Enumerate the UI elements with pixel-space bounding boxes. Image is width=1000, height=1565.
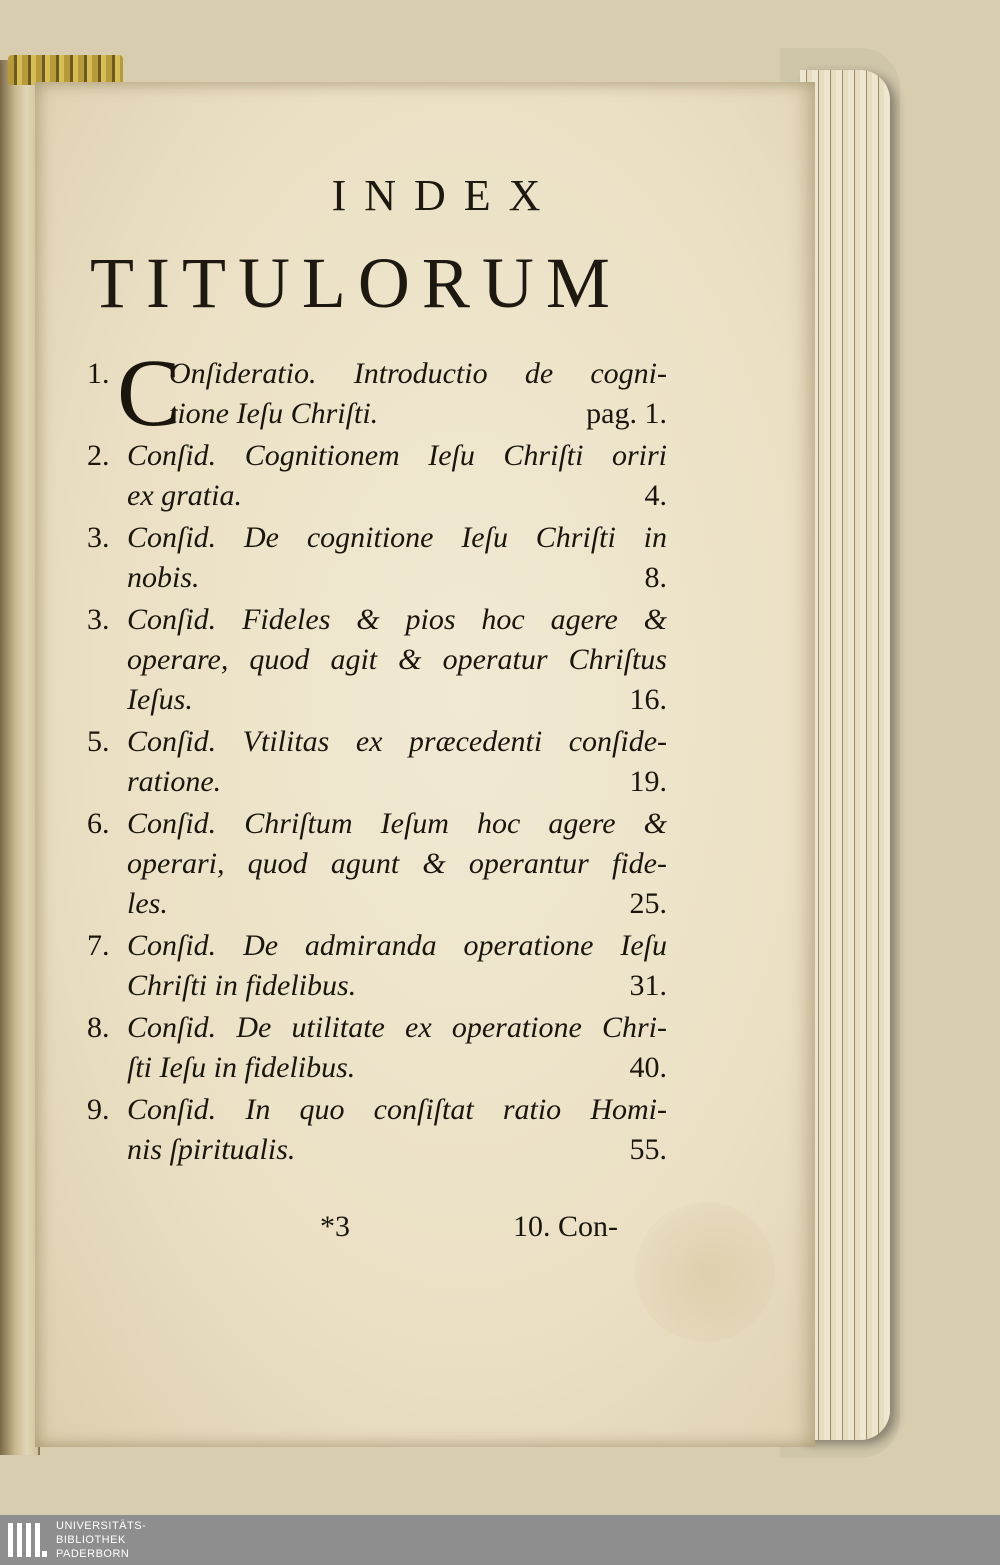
entry-line: Conſid. De utilitate ex operatione Chri-: [127, 1011, 667, 1044]
entry-line: Conſid. Fideles & pios hoc agere &: [127, 603, 667, 636]
entry-line: Onſideratio. Introductio de cogni-: [169, 357, 667, 390]
headband: [8, 55, 123, 85]
entry-number: 6.: [87, 807, 110, 840]
entry-page: 40.: [629, 1051, 667, 1084]
index-entry: [87, 1008, 667, 1088]
entry-line: Conſid. De admiranda operatione Ieſu: [127, 929, 667, 962]
entry-line: les. 25.: [127, 884, 667, 924]
titulorum-heading: TITULORUM: [90, 243, 622, 323]
entry-line: Conſid. In quo conſiſtat ratio Homi-: [127, 1093, 667, 1126]
entry-number: 7.: [87, 929, 110, 962]
entry-line: ratione. 19.: [127, 762, 667, 802]
entry-line: operare, quod agit & operatur Chriſtus: [127, 643, 667, 676]
library-footer-bar: [0, 1515, 1000, 1565]
index-entry: [87, 436, 667, 516]
signature-mark: *3: [320, 1210, 350, 1243]
library-name-line: BIBLIOTHEK: [56, 1534, 126, 1546]
entry-line: Ieſus. 16.: [127, 680, 667, 720]
entry-number: 2.: [87, 439, 110, 472]
entry-page: 19.: [629, 765, 667, 798]
entry-page: 8.: [644, 561, 667, 594]
index-entry: [87, 926, 667, 1006]
entry-line: operari, quod agunt & operantur fide-: [127, 847, 667, 880]
entry-line: Conſid. Chriſtum Ieſum hoc agere &: [127, 807, 667, 840]
index-page: [35, 82, 815, 1447]
entry-line: ex gratia. 4.: [127, 476, 667, 516]
catchword: 10. Con-: [513, 1210, 618, 1243]
entry-line: nobis. 8.: [127, 558, 667, 598]
library-name: [56, 1519, 146, 1561]
index-entry: [87, 518, 667, 598]
entry-line: Conſid. De cognitione Ieſu Chriſti in: [127, 521, 667, 554]
facing-page-edge: [0, 60, 40, 1455]
page-stain: [635, 1202, 775, 1342]
entry-number: 8.: [87, 1011, 110, 1044]
entry-line: Chriſti in fidelibus. 31.: [127, 966, 667, 1006]
entry-line: Conſid. Vtilitas ex præcedenti conſide-: [127, 725, 667, 758]
library-name-line: PADERBORN: [56, 1548, 130, 1560]
drop-cap-letter: C: [117, 339, 182, 446]
entry-line: ſti Ieſu in fidelibus. 40.: [127, 1048, 667, 1088]
index-entry: [87, 722, 667, 802]
entry-line: nis ſpiritualis. 55.: [127, 1130, 667, 1170]
entry-number: 3.: [87, 521, 110, 554]
index-heading: INDEX: [331, 171, 559, 220]
library-name-line: UNIVERSITÄTS-: [56, 1520, 147, 1532]
index-entry: [87, 339, 667, 446]
index-entries: [87, 339, 667, 1172]
entry-page: pag. 1.: [586, 397, 667, 430]
index-entry: [87, 1090, 667, 1170]
entry-page: 4.: [644, 479, 667, 512]
entry-number: 9.: [87, 1093, 110, 1126]
entry-line: tione Ieſu Chriſti. pag. 1.: [169, 394, 667, 434]
entry-page: 31.: [629, 969, 667, 1002]
entry-line: Conſid. Cognitionem Ieſu Chriſti oriri: [127, 439, 667, 472]
entry-page: 55.: [629, 1133, 667, 1166]
entry-number: 5.: [87, 725, 110, 758]
index-entry: [87, 600, 667, 720]
index-entry: [87, 804, 667, 924]
entry-number: 3.: [87, 603, 110, 636]
entry-page: 25.: [629, 887, 667, 920]
entry-page: 16.: [629, 683, 667, 716]
entry-number: 1.: [87, 357, 110, 390]
library-logo-icon: [6, 1519, 48, 1561]
